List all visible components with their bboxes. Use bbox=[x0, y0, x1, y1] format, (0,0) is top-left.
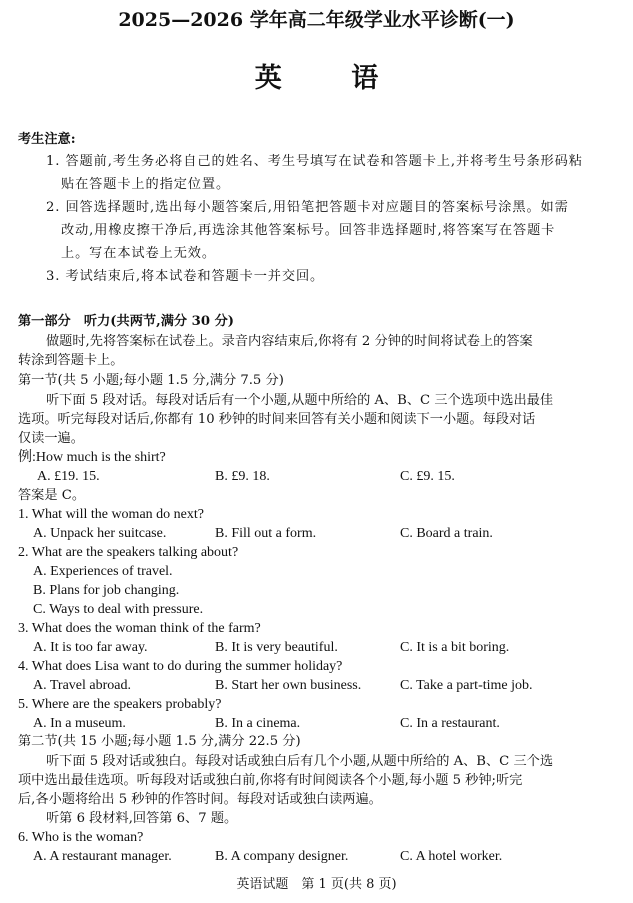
section1-instructions-line-2: 选项。听完每段对话后,你都有 10 秒钟的时间来回答有关小题和阅读下一小题。每段对话 bbox=[18, 412, 536, 427]
question-6-option-b: B. A company designer. bbox=[215, 849, 349, 864]
question-6-option-a: A. A restaurant manager. bbox=[33, 849, 172, 864]
section1-instructions-line-3: 仅读一遍。 bbox=[18, 431, 84, 446]
question-3-option-c: C. It is a bit boring. bbox=[400, 640, 510, 655]
question-1-stem: 1. What will the woman do next? bbox=[18, 507, 204, 522]
section2-instructions-line-1: 听下面 5 段对话或独白。每段对话或独白后有几个小题,从题中所给的 A、B、C 三个选 bbox=[46, 754, 554, 769]
question-4-option-b: B. Start her own business. bbox=[215, 678, 362, 693]
section2-heading: 第二节(共 15 小题;每小题 1.5 分,满分 22.5 分) bbox=[18, 734, 301, 749]
question-2-option-b: B. Plans for job changing. bbox=[33, 583, 180, 598]
question-6-option-c: C. A hotel worker. bbox=[400, 849, 503, 864]
section2-instructions-line-3: 后,各小题将给出 5 秒钟的作答时间。每段对话或独白读两遍。 bbox=[18, 792, 382, 807]
question-1-option-c: C. Board a train. bbox=[400, 526, 493, 541]
question-2-option-a: A. Experiences of travel. bbox=[33, 564, 173, 579]
example-stem: 例:How much is the shirt? bbox=[18, 450, 166, 465]
notice-item-3-line-1: 3. 考试结束后,将本试卷和答题卡一并交回。 bbox=[46, 269, 325, 284]
notice-heading: 考生注意: bbox=[18, 132, 76, 147]
question-6-stem: 6. Who is the woman? bbox=[18, 830, 144, 845]
notice-item-1-line-2: 贴在答题卡上的指定位置。 bbox=[61, 177, 231, 192]
part1-heading: 第一部分 听力(共两节,满分 30 分) bbox=[18, 314, 235, 329]
example-answer: 答案是 C。 bbox=[18, 488, 86, 503]
question-3-option-a: A. It is too far away. bbox=[33, 640, 148, 655]
question-5-option-b: B. In a cinema. bbox=[215, 716, 301, 731]
question-5-stem: 5. Where are the speakers probably? bbox=[18, 697, 222, 712]
subject-title: 英 语 bbox=[254, 63, 409, 94]
exam-title: 2025—2026 学年高二年级学业水平诊断(一) bbox=[118, 9, 515, 31]
question-1-option-b: B. Fill out a form. bbox=[215, 526, 317, 541]
notice-item-2-line-1: 2. 回答选择题时,选出每小题答案后,用铅笔把答题卡对应题目的答案标号涂黑。如需 bbox=[46, 200, 569, 215]
example-option-c: C. £9. 15. bbox=[400, 469, 455, 484]
part1-intro-line-1: 做题时,先将答案标在试卷上。录音内容结束后,你将有 2 分钟的时间将试卷上的答案 bbox=[46, 334, 533, 349]
section2-material-note: 听第 6 段材料,回答第 6、7 题。 bbox=[46, 811, 238, 826]
question-3-stem: 3. What does the woman think of the farm? bbox=[18, 621, 261, 636]
part1-intro-line-2: 转涂到答题卡上。 bbox=[18, 353, 124, 368]
question-2-option-c: C. Ways to deal with pressure. bbox=[33, 602, 204, 617]
question-4-option-c: C. Take a part-time job. bbox=[400, 678, 533, 693]
question-1-option-a: A. Unpack her suitcase. bbox=[33, 526, 167, 541]
notice-item-2-line-3: 上。写在本试卷上无效。 bbox=[61, 246, 216, 261]
section2-instructions-line-2: 项中选出最佳选项。听每段对话或独白前,你将有时间阅读各个小题,每小题 5 秒钟;听完 bbox=[18, 773, 523, 788]
section1-heading: 第一节(共 5 小题;每小题 1.5 分,满分 7.5 分) bbox=[18, 373, 284, 388]
example-option-a: A. £19. 15. bbox=[37, 469, 100, 484]
question-5-option-a: A. In a museum. bbox=[33, 716, 126, 731]
question-3-option-b: B. It is very beautiful. bbox=[215, 640, 338, 655]
page-footer: 英语试题 第 1 页(共 8 页) bbox=[236, 877, 397, 892]
question-2-stem: 2. What are the speakers talking about? bbox=[18, 545, 239, 560]
question-4-option-a: A. Travel abroad. bbox=[33, 678, 131, 693]
question-5-option-c: C. In a restaurant. bbox=[400, 716, 500, 731]
section1-instructions-line-1: 听下面 5 段对话。每段对话后有一个小题,从题中所给的 A、B、C 三个选项中选出最佳 bbox=[46, 393, 554, 408]
notice-item-2-line-2: 改动,用橡皮擦干净后,再选涂其他答案标号。回答非选择题时,将答案写在答题卡 bbox=[61, 223, 556, 238]
notice-item-1-line-1: 1. 答题前,考生务必将自己的姓名、考生号填写在试卷和答题卡上,并将考生号条形码粘 bbox=[46, 154, 583, 169]
question-4-stem: 4. What does Lisa want to do during the summer holiday? bbox=[18, 659, 343, 674]
example-option-b: B. £9. 18. bbox=[215, 469, 270, 484]
